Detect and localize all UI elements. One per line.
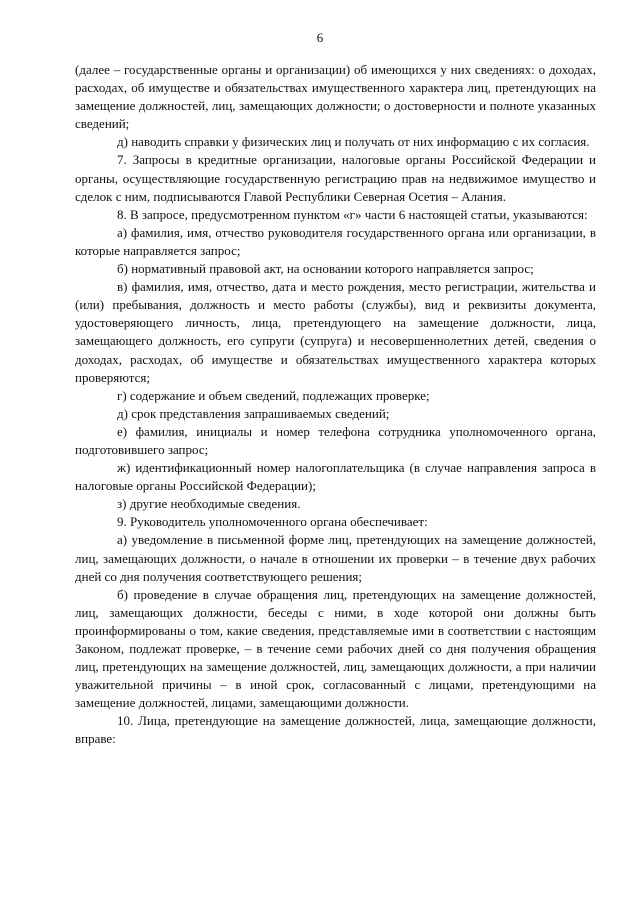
paragraph: г) содержание и объем сведений, подлежащих проверке; [117,387,430,403]
paragraph: б) нормативный правовой акт, на основании которого направляется запрос; [117,261,534,277]
paragraph: з) другие необходимые сведения. [117,496,301,512]
page-number: 6 [316,30,324,45]
paragraph: а) фамилия, имя, отчество руководителя государственного органа или организации, в которые направляется запрос; [75,224,596,258]
document-body [75,61,596,749]
paragraph: (далее – государственные органы и организации) об имеющихся у них сведениях: о доходах, расходах, об имуществе и обязательствах имущественного характера лиц, претендующих на замещение должностей, лиц, замещающих должности; о достоверности и полноте указанных сведений; [75,62,596,132]
paragraph: б) проведение в случае обращения лиц, претендующих на замещение должностей, лиц, замещающих должности, беседы с ними, в ходе которой они должны быть проинформированы о том, какие сведения, представляемые ими в соответствии с настоящим Законом, подлежат проверке, – в течение семи рабочих дней со дня получения обращения лиц, претендующих на замещение должностей, лиц, замещающих должности, а при наличии уважительной причины – в иной срок, согласованный с лицами, претендующими на замещение должностей, лицами, замещающими должности. [75,586,596,711]
paragraph: ж) идентификационный номер налогоплательщика (в случае направления запроса в налоговые органы Российской Федерации); [75,460,596,494]
paragraph: в) фамилия, имя, отчество, дата и место рождения, место регистрации, жительства и (или) пребывания, должность и место работы (службы), вид и реквизиты документа, удостоверяющего личность, лица, претендующего на замещение должности, лица, замещающего должность, его супруги (супруга) и несовершеннолетних детей, сведения о доходах, расходах, об имуществе и обязательствах имущественного характера которых проверяются; [75,279,596,385]
paragraph: д) срок представления запрашиваемых сведений; [117,405,390,421]
paragraph: е) фамилия, инициалы и номер телефона сотрудника уполномоченного органа, подготовившего запрос; [75,423,596,457]
paragraph: а) уведомление в письменной форме лиц, претендующих на замещение должностей, лиц, замещающих должности, о начале в отношении их проверки – в течение двух рабочих дней со дня получения соответствующего решения; [75,532,596,584]
paragraph: 9. Руководитель уполномоченного органа обеспечивает: [117,514,428,530]
paragraph: 7. Запросы в кредитные организации, налоговые органы Российской Федерации и органы, осуществляющие государственную регистрацию прав на недвижимое имущество и сделок с ним, подписываются Главой Республики Северная Осетия – Алания. [75,152,596,204]
paragraph: 8. В запросе, предусмотренном пунктом «г» части 6 настоящей статьи, указываются: [117,206,588,222]
paragraph: 10. Лица, претендующие на замещение должностей, лица, замещающие должности, вправе: [75,713,596,747]
paragraph: д) наводить справки у физических лиц и получать от них информацию с их согласия. [117,134,590,150]
